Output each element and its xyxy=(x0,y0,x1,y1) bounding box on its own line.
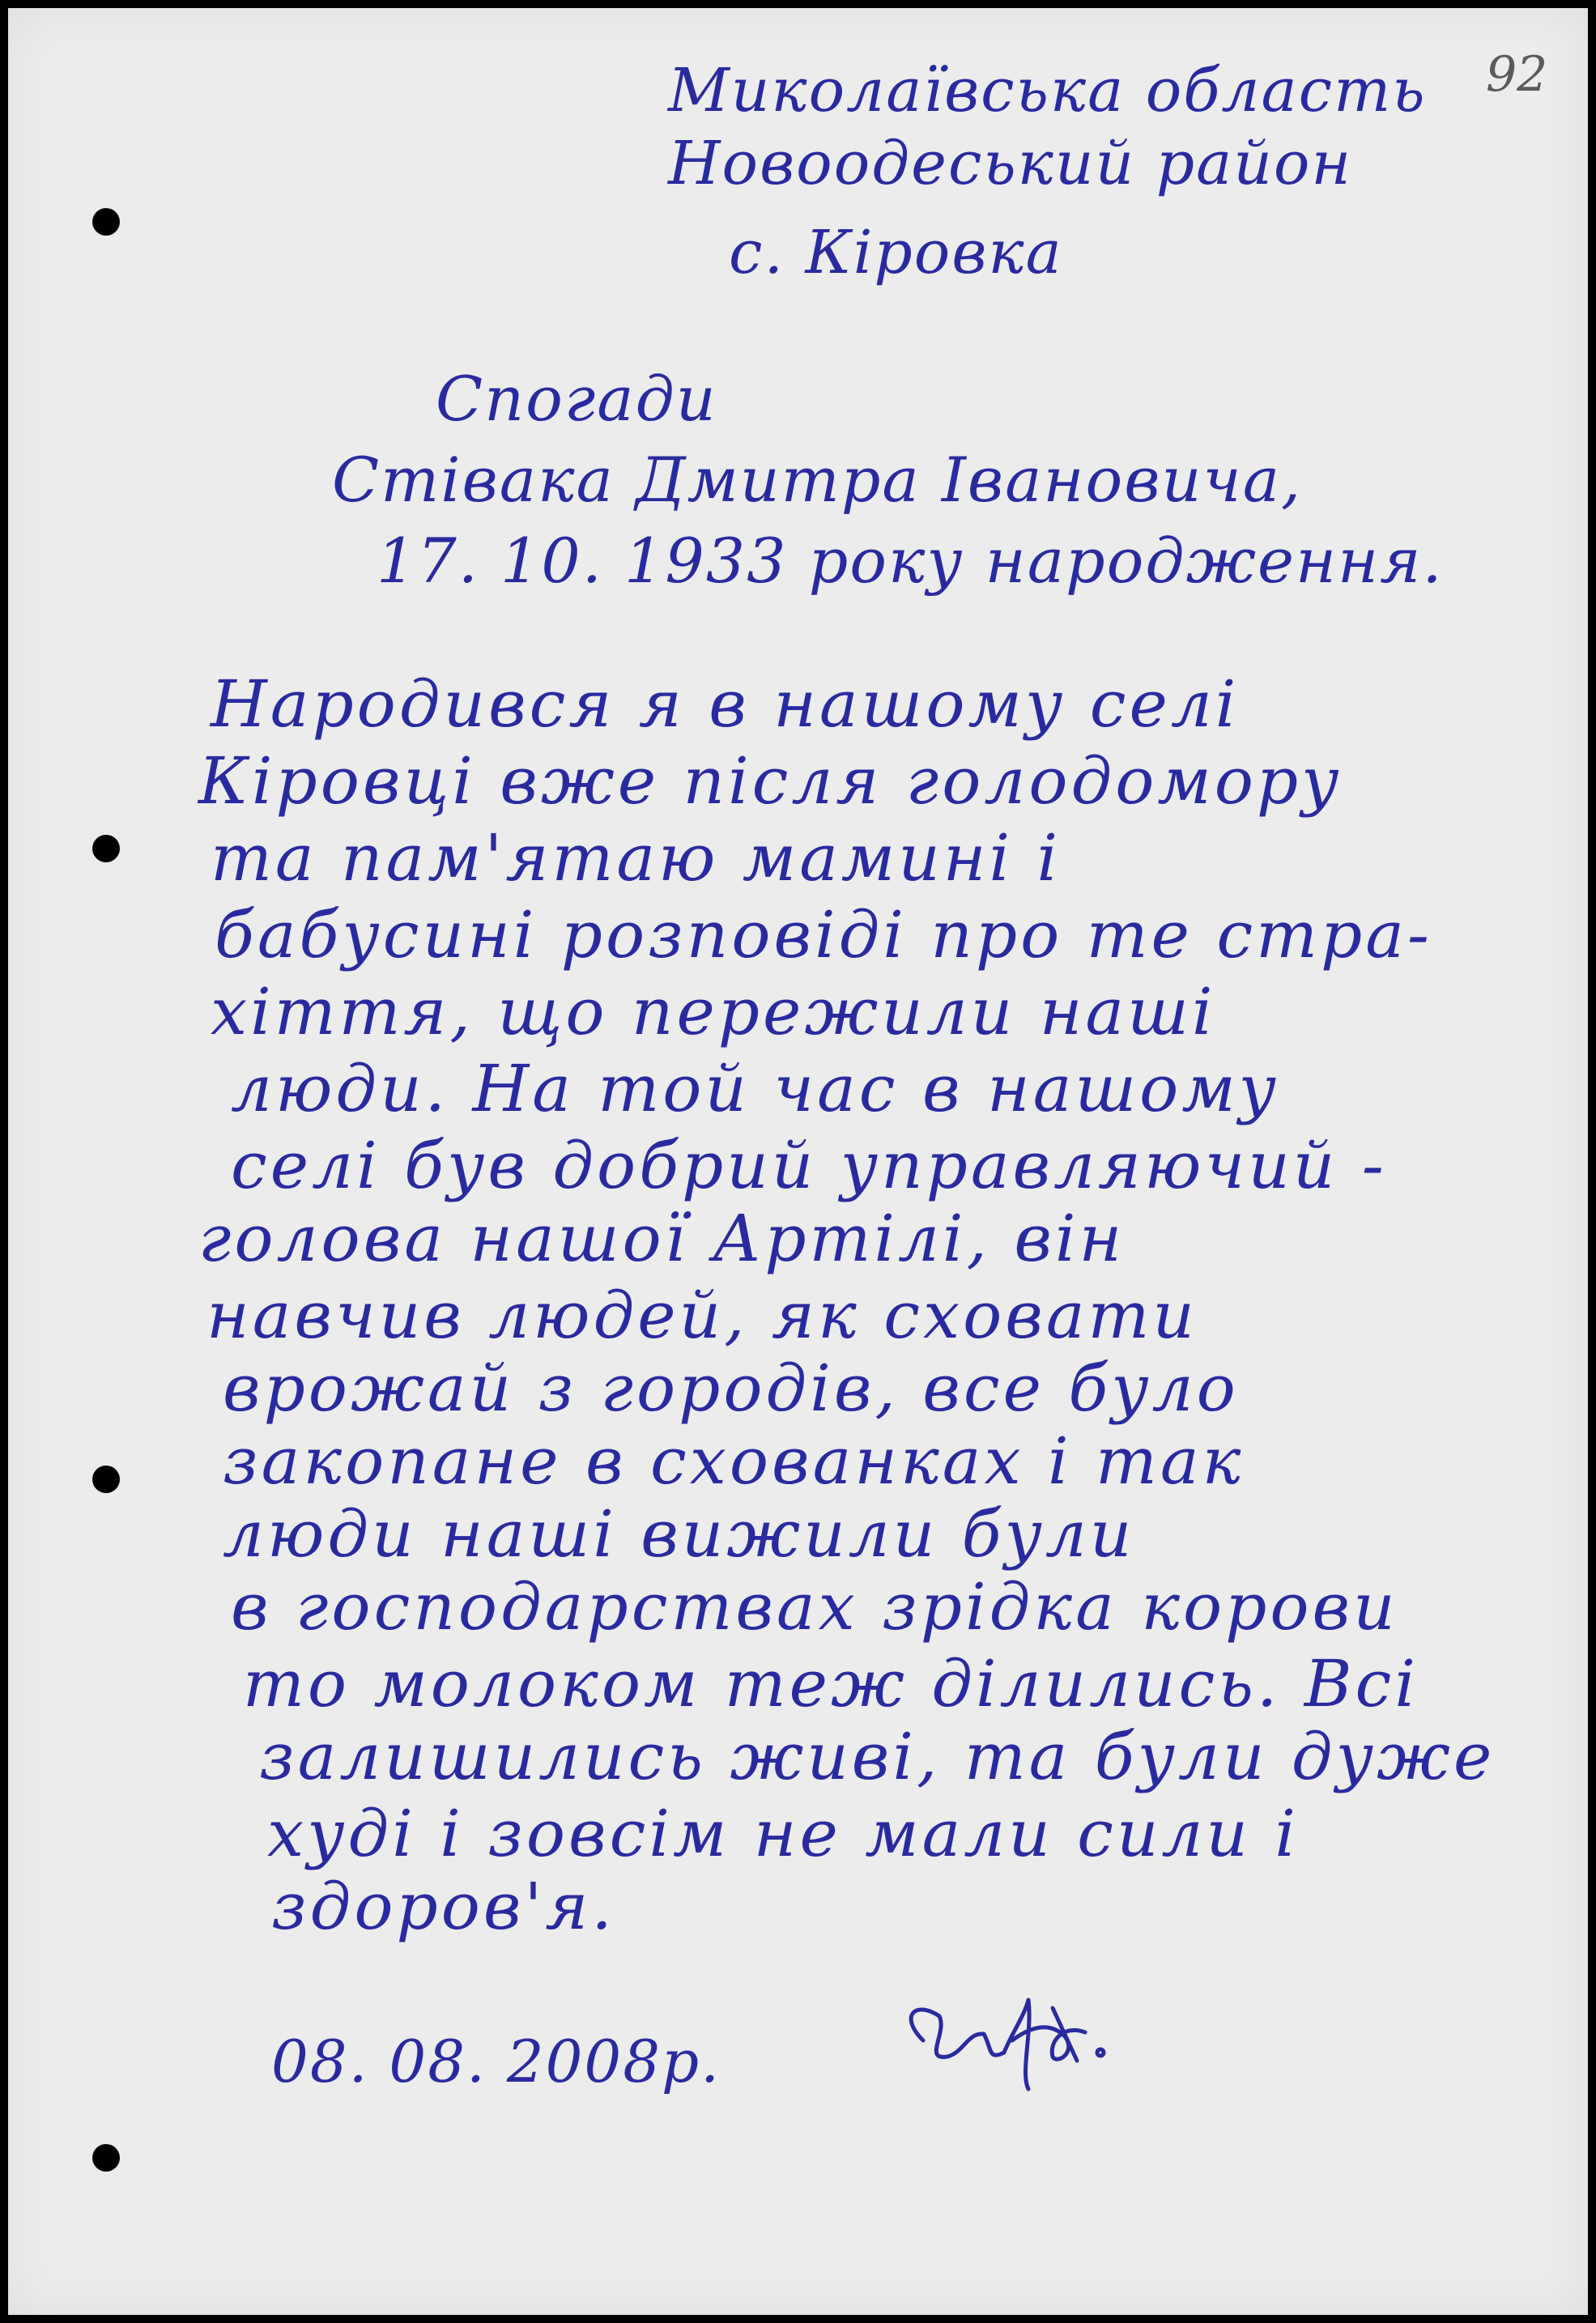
text-line: бабусині розповіді про те стра- xyxy=(215,897,1432,972)
punch-hole xyxy=(92,2144,120,2172)
text-line: люди наші вижили були xyxy=(223,1496,1135,1572)
title-line: Спогади xyxy=(436,363,717,435)
text-line: хіття, що пережили наші xyxy=(211,974,1216,1049)
text-line: залишились живі, та були дуже xyxy=(259,1719,1496,1794)
text-line: закопане в схованках і так xyxy=(223,1423,1245,1499)
signature xyxy=(891,1984,1150,2097)
title-line: Стівака Дмитра Івановича, xyxy=(332,444,1303,516)
text-line: худі і зовсім не мали сили і xyxy=(267,1796,1299,1871)
text-line: в господарствах зрідка корови xyxy=(231,1569,1398,1644)
document-date: 08. 08. 2008р. xyxy=(271,2027,721,2095)
punch-hole xyxy=(92,1466,120,1493)
text-line: Кіровці вже після голодомору xyxy=(198,743,1343,819)
text-line: то молоком теж ділились. Всі xyxy=(243,1646,1419,1721)
text-line: навчив людей, як сховати xyxy=(206,1278,1198,1353)
text-line: та пам'ятаю мамині і xyxy=(211,820,1062,896)
header-line: Новоодеський район xyxy=(668,129,1353,198)
punch-hole xyxy=(92,835,120,862)
title-line: 17. 10. 1933 року народження. xyxy=(377,525,1444,597)
text-line: здоров'я. xyxy=(271,1869,615,1944)
text-line: Народився я в нашому селі xyxy=(211,666,1240,742)
text-line: люди. На той час в нашому xyxy=(231,1051,1280,1126)
header-line: с. Кіровка xyxy=(729,218,1063,287)
header-line: Миколаївська область xyxy=(668,56,1427,126)
document-page xyxy=(8,8,1588,2315)
page-number: 92 xyxy=(1486,46,1548,103)
text-line: врожай з городів, все було xyxy=(223,1351,1239,1426)
text-line: селі був добрий управляючий - xyxy=(231,1128,1387,1203)
text-line: голова нашої Артілі, він xyxy=(198,1201,1126,1276)
punch-hole xyxy=(92,208,120,236)
